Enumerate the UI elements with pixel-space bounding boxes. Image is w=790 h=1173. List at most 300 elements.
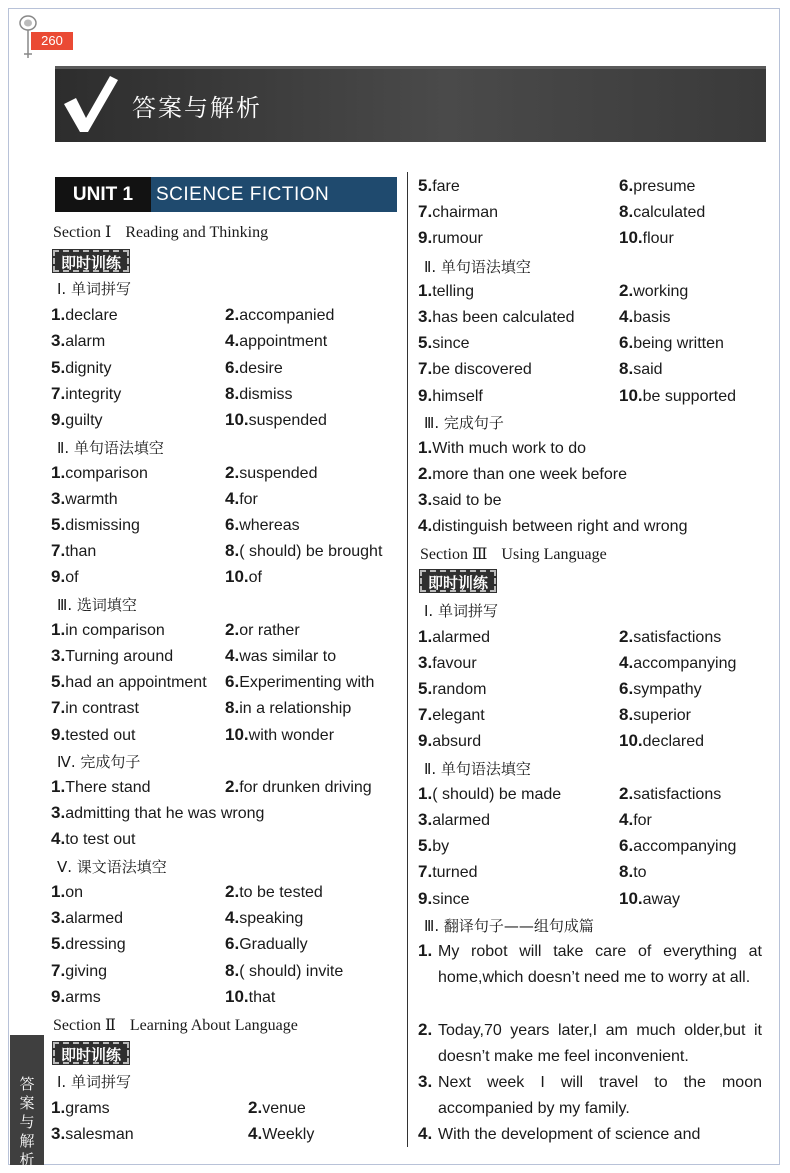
item-answer: suspended [248, 412, 327, 429]
answer-item [51, 725, 135, 746]
item-answer: dignity [65, 360, 112, 377]
item-number: 6. [619, 836, 634, 855]
answer-item [225, 934, 308, 955]
item-number: 5. [51, 934, 66, 953]
item-number: 3. [51, 803, 66, 822]
answer-item [619, 307, 671, 328]
answer-item [51, 777, 151, 798]
item-answer: ( should) be brought [239, 543, 383, 560]
answer-item [619, 228, 674, 249]
answer-item [51, 463, 148, 484]
item-answer: Experimenting with [239, 674, 375, 691]
item-number: 9. [418, 731, 433, 750]
item-answer: be discovered [432, 361, 532, 378]
answer-item [248, 1124, 314, 1145]
answer-item [225, 725, 334, 746]
item-answer: grams [65, 1100, 110, 1117]
answer-item [418, 228, 483, 249]
item-number: 3. [418, 653, 433, 672]
item-number: 10. [225, 725, 249, 744]
item-number: 1. [51, 777, 66, 796]
item-answer: There stand [65, 779, 151, 796]
answer-item [51, 384, 121, 405]
answer-item [225, 463, 317, 484]
item-number: 2. [225, 463, 240, 482]
item-number: 7. [418, 705, 433, 724]
answer-item [619, 784, 721, 805]
section-heading [420, 544, 607, 564]
item-number: 4. [225, 646, 240, 665]
item-number: 1. [51, 305, 66, 324]
item-number: 7. [51, 541, 66, 560]
item-number: 4. [225, 331, 240, 350]
answer-item [51, 567, 79, 588]
item-number: 8. [225, 961, 240, 980]
answer-item [619, 359, 663, 380]
item-answer: alarm [65, 333, 106, 350]
item-answer: had an appointment [65, 674, 207, 691]
translation-item [418, 1069, 762, 1122]
item-answer: appointment [239, 333, 328, 350]
item-answer: to be tested [239, 884, 323, 901]
item-answer: Next week I will travel to the moon accompanied by my family. [438, 1074, 762, 1117]
item-number: 10. [619, 386, 643, 405]
item-answer: was similar to [239, 648, 337, 665]
answer-item [619, 333, 724, 354]
answer-item [418, 679, 486, 700]
item-number: 1. [51, 882, 66, 901]
answer-item [418, 359, 532, 380]
item-number: 4. [619, 653, 634, 672]
item-number: 7. [418, 862, 433, 881]
item-answer: away [642, 891, 680, 908]
check-icon [62, 74, 118, 134]
item-answer: absurd [432, 733, 482, 750]
item-number: 4. [418, 1124, 433, 1143]
answer-item [225, 620, 300, 641]
answer-item [225, 358, 283, 379]
item-number: 4. [51, 829, 66, 848]
item-number: 5. [418, 836, 433, 855]
item-answer: himself [432, 388, 483, 405]
item-number: 3. [418, 810, 433, 829]
item-answer: be supported [642, 388, 737, 405]
item-answer: basis [633, 309, 671, 326]
item-answer: Today,70 years later,I am much older,but it doesn’t make me feel inconvenient. [438, 1022, 762, 1065]
answer-item [225, 908, 303, 929]
answer-item [418, 731, 481, 752]
item-answer: whereas [239, 517, 300, 534]
answer-item [418, 836, 449, 857]
item-number: 1. [418, 438, 433, 457]
page-number: 260 [31, 32, 73, 50]
section-heading [53, 222, 268, 242]
item-number: 10. [619, 228, 643, 247]
item-answer: warmth [65, 491, 118, 508]
exercise-heading: Ⅴ. 课文语法填空 [57, 858, 167, 876]
item-answer: giving [65, 963, 107, 980]
item-number: 1. [51, 620, 66, 639]
answer-item [418, 810, 490, 831]
unit-number: UNIT 1 [55, 177, 151, 212]
answer-item [51, 305, 118, 326]
answer-item [51, 803, 264, 824]
item-number: 7. [51, 961, 66, 980]
answer-item [225, 331, 327, 352]
translation-item [418, 1017, 762, 1070]
item-answer: has been calculated [432, 309, 575, 326]
item-answer: telling [432, 283, 474, 300]
item-answer: rumour [432, 230, 483, 247]
answer-item [51, 829, 135, 850]
section-roman: Section Ⅲ [420, 546, 488, 563]
item-answer: dressing [65, 936, 126, 953]
item-answer: declare [65, 307, 118, 324]
answer-item [225, 882, 323, 903]
item-number: 1. [418, 281, 433, 300]
item-number: 8. [619, 202, 634, 221]
item-number: 3. [418, 307, 433, 326]
item-number: 2. [225, 777, 240, 796]
item-number: 8. [225, 541, 240, 560]
item-number: 4. [619, 307, 634, 326]
item-number: 9. [418, 228, 433, 247]
exercise-heading: Ⅱ. 单句语法填空 [57, 439, 164, 457]
item-answer: accompanied [239, 307, 335, 324]
item-number: 10. [619, 889, 643, 908]
item-number: 4. [418, 516, 433, 535]
item-answer: to [633, 864, 647, 881]
item-number: 3. [418, 1072, 433, 1091]
item-number: 10. [225, 987, 249, 1006]
item-number: 5. [418, 176, 433, 195]
item-answer: with wonder [248, 727, 335, 744]
answer-item [619, 386, 736, 407]
item-number: 1. [51, 1098, 66, 1117]
item-number: 1. [51, 463, 66, 482]
item-answer: fare [432, 178, 460, 195]
section-title: Learning About Language [129, 1017, 298, 1034]
answer-item [51, 672, 207, 693]
answer-item [418, 653, 477, 674]
item-answer: said to be [432, 492, 502, 509]
item-number: 9. [418, 386, 433, 405]
item-answer: satisfactions [633, 786, 722, 803]
answer-item [225, 515, 300, 536]
item-answer: accompanying [633, 655, 737, 672]
item-answer: of [65, 569, 79, 586]
answer-item [619, 627, 721, 648]
exercise-heading: Ⅱ. 单句语法填空 [424, 760, 531, 778]
item-number: 1. [418, 627, 433, 646]
item-answer: than [65, 543, 97, 560]
item-number: 5. [418, 333, 433, 352]
answer-item [51, 908, 123, 929]
item-answer: ( should) invite [239, 963, 344, 980]
item-answer: satisfactions [633, 629, 722, 646]
item-answer: being written [633, 335, 724, 352]
item-number: 9. [51, 410, 66, 429]
answer-item [225, 489, 258, 510]
item-number: 5. [51, 358, 66, 377]
answer-item [225, 698, 351, 719]
item-number: 4. [225, 908, 240, 927]
side-tab-label: 答案与解析 [19, 1075, 35, 1169]
answer-item [225, 961, 343, 982]
item-answer: With much work to do [432, 440, 587, 457]
item-answer: alarmed [432, 629, 490, 646]
answer-item [619, 731, 704, 752]
item-answer: integrity [65, 386, 122, 403]
item-number: 3. [51, 331, 66, 350]
item-number: 4. [248, 1124, 263, 1143]
item-number: 2. [418, 464, 433, 483]
item-answer: of [248, 569, 262, 586]
practice-badge: 即时训练 [420, 570, 496, 592]
answer-item [51, 541, 96, 562]
item-number: 10. [619, 731, 643, 750]
answer-item [619, 653, 736, 674]
item-answer: salesman [65, 1126, 134, 1143]
item-answer: Weekly [262, 1126, 315, 1143]
item-answer: random [432, 681, 487, 698]
exercise-heading: Ⅰ. 单词拼写 [424, 602, 498, 620]
item-number: 4. [619, 810, 634, 829]
practice-badge: 即时训练 [53, 1042, 129, 1064]
item-number: 8. [225, 384, 240, 403]
answer-item [418, 307, 575, 328]
item-answer: sympathy [633, 681, 702, 698]
answer-item [418, 386, 483, 407]
item-answer: or rather [239, 622, 300, 639]
answer-item [51, 620, 165, 641]
item-number: 6. [225, 358, 240, 377]
exercise-heading: Ⅲ. 选词填空 [57, 596, 137, 614]
item-number: 3. [51, 908, 66, 927]
item-answer: superior [633, 707, 691, 724]
answer-item [418, 438, 586, 459]
item-number: 6. [225, 672, 240, 691]
item-number: 2. [619, 627, 634, 646]
item-number: 8. [225, 698, 240, 717]
item-answer: in comparison [65, 622, 165, 639]
answer-item [51, 515, 140, 536]
item-answer: tested out [65, 727, 136, 744]
item-number: 7. [51, 698, 66, 717]
answer-item [51, 331, 105, 352]
item-answer: venue [262, 1100, 306, 1117]
answer-item [418, 516, 687, 537]
answer-item [225, 646, 336, 667]
answer-item [418, 490, 502, 511]
column-divider [407, 172, 408, 1147]
banner-title: 答案与解析 [132, 94, 262, 122]
answer-item [619, 281, 688, 302]
answer-item [418, 889, 470, 910]
item-number: 2. [248, 1098, 263, 1117]
item-answer: in contrast [65, 700, 139, 717]
translation-item [418, 938, 762, 991]
item-answer: admitting that he was wrong [65, 805, 265, 822]
exercise-heading: Ⅰ. 单词拼写 [57, 1073, 131, 1091]
answer-item [225, 305, 334, 326]
item-answer: flour [642, 230, 674, 247]
item-number: 6. [619, 333, 634, 352]
answer-item [619, 202, 705, 223]
item-answer: dismiss [239, 386, 293, 403]
item-number: 3. [51, 1124, 66, 1143]
item-answer: comparison [65, 465, 148, 482]
answer-item [225, 567, 262, 588]
item-number: 5. [51, 672, 66, 691]
item-number: 2. [619, 784, 634, 803]
answer-item [51, 987, 101, 1008]
answer-item [51, 410, 103, 431]
item-number: 2. [418, 1020, 433, 1039]
answer-item [225, 541, 382, 562]
answer-item [619, 862, 647, 883]
answer-item [225, 672, 374, 693]
item-number: 10. [225, 410, 249, 429]
exercise-heading: Ⅲ. 翻译句子——组句成篇 [424, 917, 594, 935]
item-number: 3. [418, 490, 433, 509]
answer-item [619, 836, 736, 857]
answer-item [51, 961, 107, 982]
answer-item [619, 810, 652, 831]
item-answer: My robot will take care of everything at home,which doesn’t need me to worry at all. [438, 943, 762, 986]
item-answer: for [239, 491, 258, 508]
item-number: 1. [418, 784, 433, 803]
item-answer: since [432, 335, 470, 352]
answer-item [248, 1098, 306, 1119]
item-answer: speaking [239, 910, 304, 927]
item-number: 4. [225, 489, 240, 508]
item-answer: accompanying [633, 838, 737, 855]
translation-item [418, 1121, 762, 1148]
answer-item [225, 384, 293, 405]
answer-item [51, 1098, 110, 1119]
answer-item [51, 882, 83, 903]
practice-badge: 即时训练 [53, 250, 129, 272]
item-number: 6. [619, 176, 634, 195]
item-answer: favour [432, 655, 477, 672]
item-answer: With the development of science and [438, 1126, 701, 1143]
item-answer: since [432, 891, 470, 908]
item-answer: calculated [633, 204, 706, 221]
answer-item [51, 1124, 134, 1145]
item-number: 2. [225, 305, 240, 324]
answer-item [418, 784, 561, 805]
answer-item [225, 410, 327, 431]
item-answer: chairman [432, 204, 498, 221]
item-number: 9. [51, 987, 66, 1006]
answer-item [418, 862, 478, 883]
item-answer: in a relationship [239, 700, 352, 717]
item-number: 3. [51, 489, 66, 508]
item-answer: alarmed [65, 910, 123, 927]
item-number: 7. [51, 384, 66, 403]
item-answer: more than one week before [432, 466, 627, 483]
answer-item [418, 202, 498, 223]
item-answer: suspended [239, 465, 318, 482]
answer-item [418, 333, 470, 354]
item-number: 9. [418, 889, 433, 908]
item-answer: by [432, 838, 450, 855]
item-number: 6. [225, 934, 240, 953]
item-answer: said [633, 361, 663, 378]
answer-item [619, 679, 702, 700]
section-roman: Section Ⅱ [53, 1017, 116, 1034]
answer-item [418, 281, 474, 302]
item-answer: working [633, 283, 689, 300]
answer-item [51, 934, 126, 955]
item-number: 10. [225, 567, 249, 586]
answer-item [51, 646, 173, 667]
exercise-heading: Ⅲ. 完成句子 [424, 414, 504, 432]
answer-item [418, 705, 485, 726]
item-answer: ( should) be made [432, 786, 562, 803]
item-answer: guilty [65, 412, 103, 429]
item-number: 7. [418, 359, 433, 378]
item-answer: distinguish between right and wrong [432, 518, 688, 535]
exercise-heading: Ⅱ. 单句语法填空 [424, 258, 531, 276]
exercise-heading: Ⅰ. 单词拼写 [57, 280, 131, 298]
item-number: 2. [619, 281, 634, 300]
item-number: 2. [225, 882, 240, 901]
answer-item [418, 464, 627, 485]
item-answer: declared [642, 733, 705, 750]
item-answer: arms [65, 989, 101, 1006]
answer-item [51, 358, 111, 379]
answer-item [619, 889, 680, 910]
item-number: 6. [619, 679, 634, 698]
item-number: 8. [619, 705, 634, 724]
answer-item [51, 698, 139, 719]
answer-item [51, 489, 118, 510]
item-answer: elegant [432, 707, 485, 724]
section-title: Using Language [501, 546, 607, 563]
item-answer: that [248, 989, 276, 1006]
section-heading [53, 1015, 298, 1035]
item-answer: for drunken driving [239, 779, 372, 796]
answer-item [225, 987, 275, 1008]
side-tab [10, 1035, 44, 1169]
answer-item [619, 705, 691, 726]
answer-item [418, 176, 460, 197]
item-number: 8. [619, 862, 634, 881]
section-title: Reading and Thinking [125, 224, 269, 241]
item-answer: for [633, 812, 652, 829]
item-answer: presume [633, 178, 696, 195]
item-answer: on [65, 884, 83, 901]
item-number: 7. [418, 202, 433, 221]
item-number: 5. [51, 515, 66, 534]
item-number: 1. [418, 941, 433, 960]
item-number: 2. [225, 620, 240, 639]
answer-item [418, 627, 490, 648]
item-number: 8. [619, 359, 634, 378]
answer-item [225, 777, 372, 798]
item-answer: desire [239, 360, 283, 377]
item-answer: Turning around [65, 648, 174, 665]
item-answer: dismissing [65, 517, 140, 534]
section-roman: Section Ⅰ [53, 224, 112, 241]
item-answer: turned [432, 864, 478, 881]
unit-name: SCIENCE FICTION [156, 184, 330, 205]
item-number: 9. [51, 567, 66, 586]
item-number: 3. [51, 646, 66, 665]
item-number: 9. [51, 725, 66, 744]
